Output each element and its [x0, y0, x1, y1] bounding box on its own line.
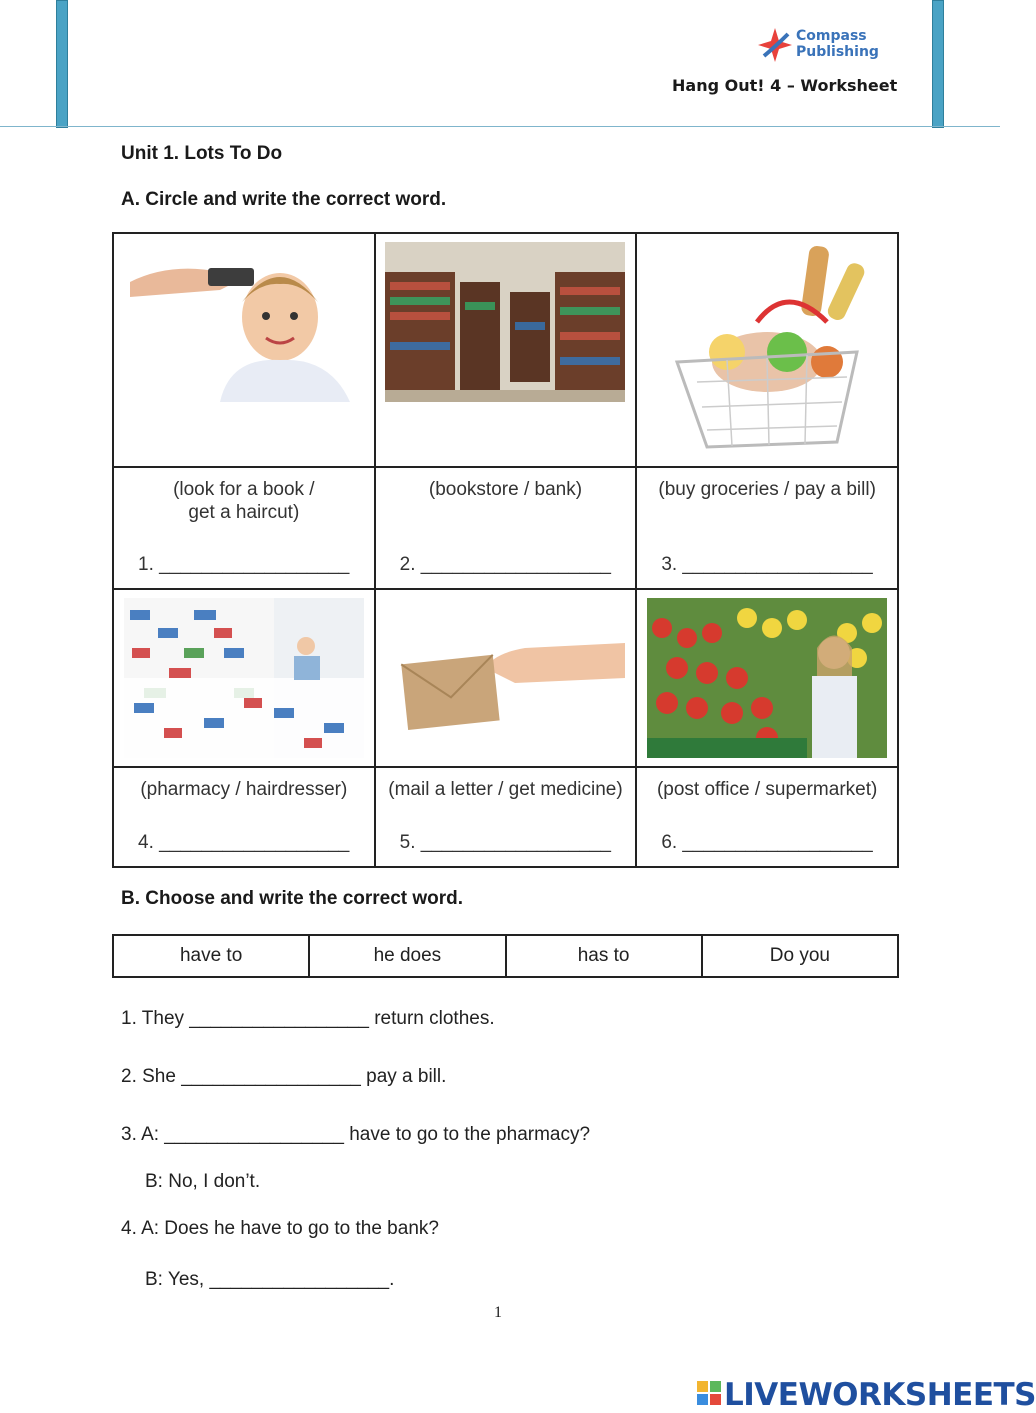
- word-bank-item: he does: [309, 935, 505, 977]
- grocery-basket-photo: [657, 242, 877, 456]
- image-cell: [636, 233, 898, 467]
- answer-blank[interactable]: 5. __________________: [399, 832, 611, 853]
- option-text: (post office / supermarket): [656, 779, 878, 800]
- answer-cell: [636, 767, 898, 867]
- answer-cell: [113, 467, 375, 589]
- hand-letter-photo: [385, 598, 625, 758]
- image-cell: [636, 589, 898, 767]
- unit-title: Unit 1. Lots To Do: [121, 143, 283, 164]
- image-cell: [113, 233, 375, 467]
- question-4: 4. A: Does he have to go to the bank?: [121, 1218, 439, 1239]
- word-bank-item: have to: [113, 935, 309, 977]
- question-4-answer[interactable]: B: Yes, _________________.: [145, 1269, 395, 1290]
- header-bar-right: [932, 0, 944, 128]
- worksheet-title: Hang Out! 4 – Worksheet: [672, 76, 898, 95]
- image-cell: [375, 233, 637, 467]
- option-text: (mail a letter / get medicine): [388, 779, 623, 800]
- liveworksheets-brand[interactable]: LIVEWORKSHEETS: [724, 1377, 1036, 1413]
- question-1[interactable]: 1. They _________________ return clothes.: [121, 1008, 495, 1029]
- logo-line2: Publishing: [796, 44, 879, 60]
- option-text: get a haircut): [188, 502, 300, 523]
- header-divider: [0, 126, 1000, 127]
- option-text: (bookstore / bank): [428, 479, 583, 500]
- pharmacy-photo: [124, 598, 364, 758]
- header-bar-left: [56, 0, 68, 128]
- option-text: (look for a book /: [173, 479, 315, 500]
- question-3-answer: B: No, I don’t.: [145, 1171, 261, 1192]
- compass-star-icon: [756, 26, 794, 64]
- section-a-heading: A. Circle and write the correct word.: [121, 189, 447, 210]
- section-b-heading: B. Choose and write the correct word.: [121, 888, 464, 909]
- word-bank: [112, 934, 899, 978]
- answer-cell: [375, 467, 637, 589]
- bookstore-aisle-photo: [385, 242, 625, 402]
- option-text: (pharmacy / hairdresser): [140, 779, 348, 800]
- word-bank-item: Do you: [702, 935, 898, 977]
- image-cell: [375, 589, 637, 767]
- page-number: 1: [494, 1304, 502, 1321]
- answer-blank[interactable]: 4. __________________: [138, 832, 350, 853]
- answer-blank[interactable]: 2. __________________: [399, 554, 611, 575]
- answer-blank[interactable]: 6. __________________: [661, 832, 873, 853]
- option-text: (buy groceries / pay a bill): [658, 479, 876, 500]
- answer-blank[interactable]: 3. __________________: [661, 554, 873, 575]
- answer-cell: [375, 767, 637, 867]
- answer-blank[interactable]: 1. __________________: [138, 554, 350, 575]
- question-2[interactable]: 2. She _________________ pay a bill.: [121, 1066, 447, 1087]
- answer-cell: [113, 767, 375, 867]
- girl-produce-photo: [647, 598, 887, 758]
- compass-publishing-logo: [756, 26, 879, 66]
- boy-haircut-photo: [130, 242, 358, 402]
- word-bank-item: has to: [506, 935, 702, 977]
- logo-line1: Compass: [796, 28, 867, 44]
- section-a-grid: [112, 232, 899, 868]
- answer-cell: [636, 467, 898, 589]
- liveworksheets-logo-icon: [697, 1381, 721, 1405]
- image-cell: [113, 589, 375, 767]
- question-3[interactable]: 3. A: _________________ have to go to the pharmacy?: [121, 1124, 591, 1145]
